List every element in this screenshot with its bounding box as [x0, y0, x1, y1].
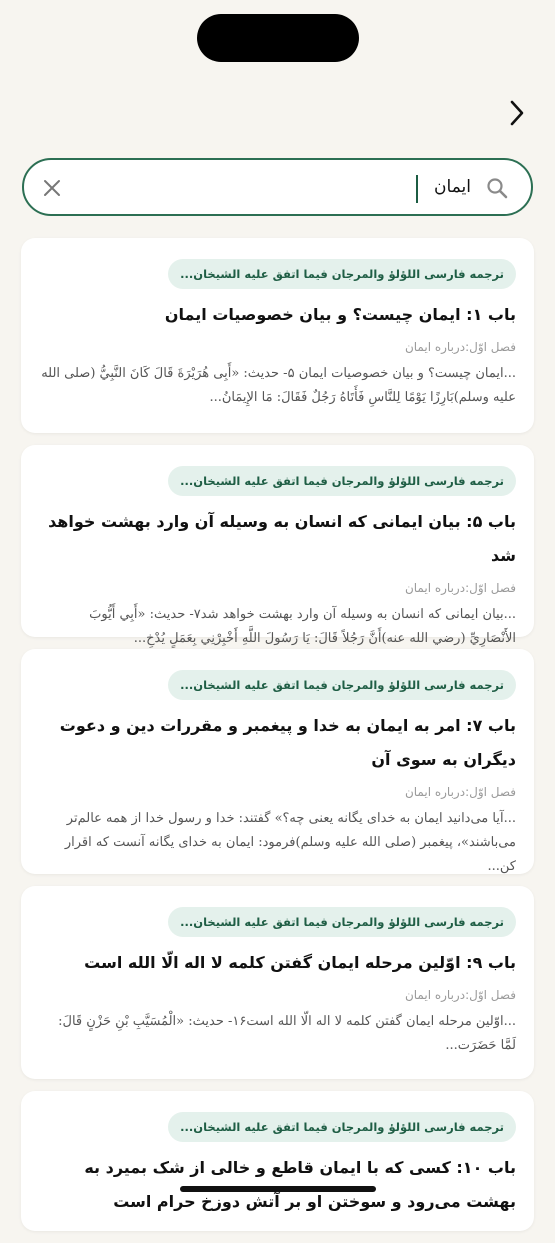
result-card[interactable] — [21, 886, 534, 1079]
result-chapter: فصل اوّل:درباره ایمان — [404, 785, 516, 799]
text-caret — [416, 175, 418, 203]
result-title: باب ۱: ایمان چیست؟ و بیان خصوصیات ایمان — [164, 305, 516, 324]
book-badge: ترجمه فارسی اللؤلؤ والمرجان فیما اتفق علیه الشیخان... — [168, 907, 516, 937]
result-snippet: ...آیا می‌دانید ایمان به خدای یگانه یعنی چه؟» گفتند: خدا و رسول خدا از همه عالم‌تر می‌باشند»، پیغمبر (صلى الله عليه وسلم)فرمود: ایمان به خدای یگانه آنست که اقرار کن... — [64, 811, 516, 874]
chevron-right-icon — [507, 99, 527, 127]
book-badge: ترجمه فارسی اللؤلؤ والمرجان فیما اتفق علیه الشیخان... — [168, 466, 516, 496]
search-icon — [485, 176, 509, 200]
result-title: باب ۷: امر به ایمان به خدا و پیغمبر و مقررات دین و دعوت دیگران به سوی آن — [59, 716, 516, 769]
result-snippet: ...ایمان چیست؟ و بیان خصوصیات ایمان ۵- حدیث: «أَبِی هُرَيْرَةَ قَالَ كَانَ النَّبِيُّ (صلى الله عليه وسلم)بَارِزًا يَوْمًا لِلنَّاسِ فَأَتَاهُ رَجُلٌ فَقَالَ: مَا الإِيمَانُ... — [41, 366, 516, 405]
book-badge: ترجمه فارسی اللؤلؤ والمرجان فیما اتفق علیه الشیخان... — [168, 670, 516, 700]
result-title: باب ۹: اوّلین مرحله ایمان گفتن کلمه لا اله الّا الله است — [84, 953, 516, 972]
clear-search-button[interactable] — [38, 174, 66, 202]
home-indicator[interactable] — [180, 1186, 376, 1192]
result-chapter: فصل اوّل:درباره ایمان — [404, 340, 516, 354]
back-button[interactable] — [501, 96, 533, 130]
search-bar — [22, 158, 533, 216]
result-chapter: فصل اوّل:درباره ایمان — [404, 581, 516, 595]
result-title: باب ۵: بیان ایمانی که انسان به وسیله آن وارد بهشت خواهد شد — [48, 512, 516, 565]
result-snippet: ...اوّلین مرحله ایمان گفتن کلمه لا اله الّا الله است۱۶- حدیث: «الْمُسَيَّبِ بْنِ حَزْنٍ قَالَ: لَمَّا حَضَرَت... — [58, 1014, 516, 1053]
book-badge: ترجمه فارسی اللؤلؤ والمرجان فیما اتفق علیه الشیخان... — [168, 259, 516, 289]
result-title: باب ۱۰: کسی که با ایمان قاطع و خالی از شک بمیرد به بهشت می‌رود و سوختن او بر آتش دوزخ حرام است — [84, 1158, 516, 1211]
book-badge: ترجمه فارسی اللؤلؤ والمرجان فیما اتفق علیه الشیخان... — [168, 1112, 516, 1142]
result-card[interactable] — [21, 445, 534, 646]
search-button[interactable] — [483, 174, 511, 202]
search-input[interactable] — [91, 168, 471, 206]
device-notch — [197, 14, 359, 62]
result-chapter: فصل اوّل:درباره ایمان — [404, 988, 516, 1002]
result-card[interactable] — [21, 1091, 534, 1231]
result-snippet: ...بیان ایمانی که انسان به وسیله آن وارد بهشت خواهد شد۷- حدیث: «أَبِي أَيُّوبَ الأَنْصَارِيِّ (رضي الله عنه)أَنَّ رَجُلاً قَالَ: يَا رَسُولَ اللَّهِ أَخْبِرْنِي بِعَمَلٍ يُدْخِ... — [89, 607, 516, 646]
search-results-list — [21, 238, 534, 1243]
result-card[interactable] — [21, 238, 534, 433]
result-card[interactable] — [21, 649, 534, 874]
close-icon — [43, 179, 61, 197]
